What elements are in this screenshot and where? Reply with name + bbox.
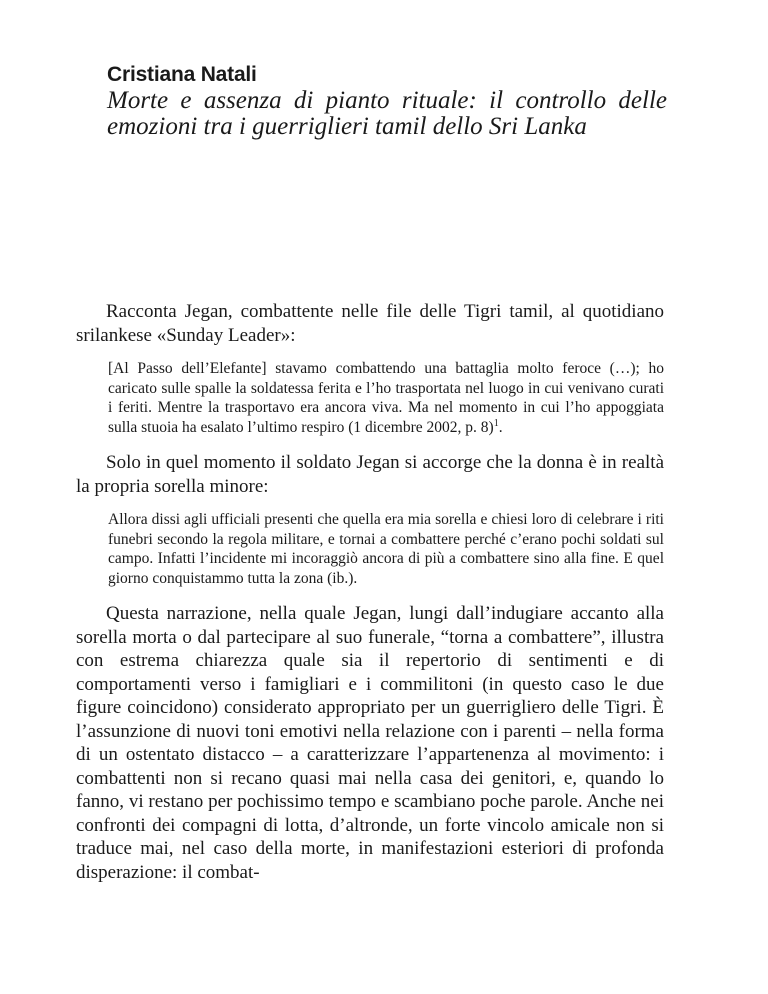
paragraph-second: Solo in quel momento il soldato Jegan si accorge che la donna è in realtà la propria sorella minore: bbox=[76, 452, 664, 497]
article-body bbox=[76, 300, 664, 884]
paragraph-third: Questa narrazione, nella quale Jegan, lungi dall’indugiare accanto alla sorella morta o dal partecipare al suo funerale, “torna a combattere”, illustra con estrema chiarezza quale sia il repertorio di sentimenti e di comportamenti verso i famigliari e i commilitoni (in questo caso le due figure coincidono) considerato appropriato per un guerrigliero delle Tigri. È l’assunzione di nuovi toni emotivi nella relazione con i parenti – nella forma di un ostentato distacco – a caratterizzare l’appartenenza al movimento: i combattenti non si recano quasi mai nella casa dei genitori, e, quando lo fanno, vi restano per pochissimo tempo e scambiano poche parole. Anche nei confronti dei compagni di lotta, d’altronde, un forte vincolo amicale non si traduce mai, nel caso della morte, in manifestazioni esteriori di profonda disperazione: il combat- bbox=[76, 603, 664, 883]
footnote-marker[interactable]: 1 bbox=[493, 417, 499, 429]
block-quote-second: Allora dissi agli ufficiali presenti che quella era mia sorella e chiesi loro di celebrare i riti funebri secondo la regola militare, e tornai a combattere perché c’erano pochi soldati sul campo. Infatti l’incidente mi incoraggiò ancora di più a combattere sino alla fine. E quel giorno conquistammo tutta la zona (ib.). bbox=[108, 511, 664, 587]
quote-end: . bbox=[498, 418, 503, 436]
author-name: Cristiana Natali bbox=[107, 63, 257, 86]
paragraph-intro: Racconta Jegan, combattente nelle file delle Tigri tamil, al quotidiano srilankese «Sunday Leader»: bbox=[76, 301, 664, 346]
block-quote-first bbox=[108, 359, 664, 437]
quote-text: [Al Passo dell’Elefante] stavamo combattendo una battaglia molto feroce (…); ho caricato sulle spalle la soldatessa ferita e l’ho trasportata nel luogo in cui venivano curati i feriti. Mentre la trasportavo era ancora viva. Ma nel momento in cui l’ho appoggiata sulla stuoia ha esalato l’ultimo respiro (1 dicembre 2002, p. 8) bbox=[108, 360, 664, 436]
article-title: Morte e assenza di pianto rituale: il controllo delle emozioni tra i guerriglieri tamil dello Sri Lanka bbox=[107, 87, 667, 140]
